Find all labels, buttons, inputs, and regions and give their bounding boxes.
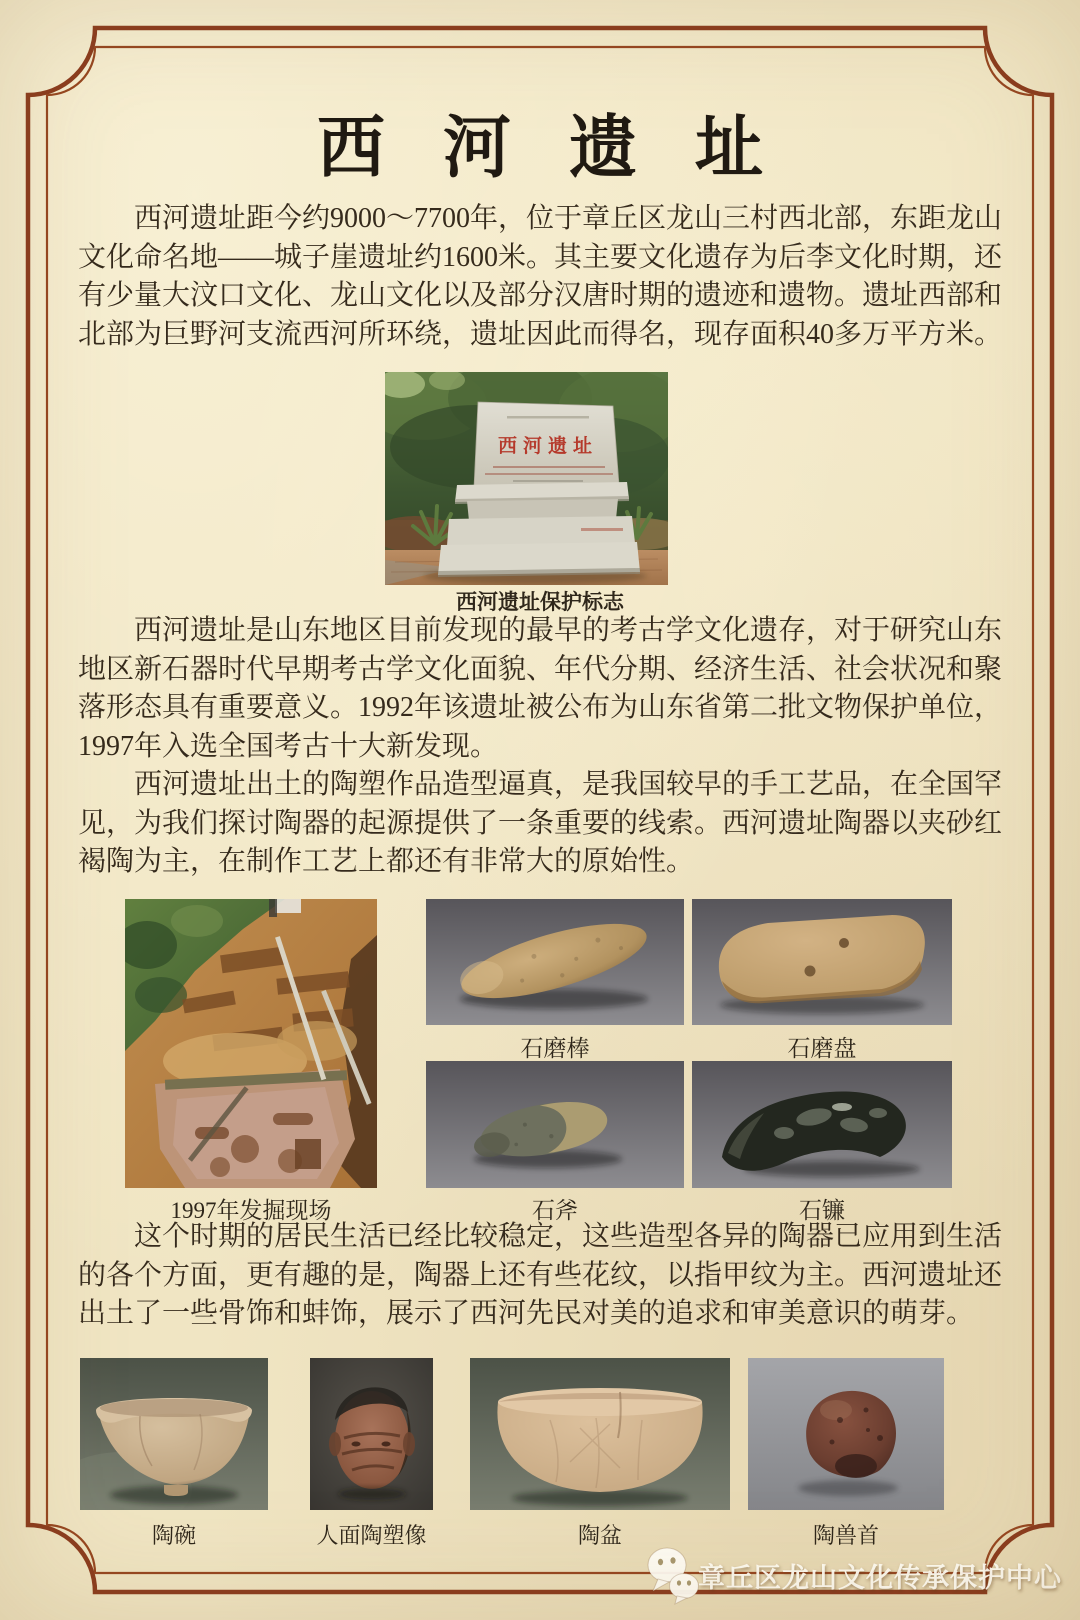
wechat-logo-icon (646, 1544, 702, 1606)
pottery-bowl-photo (80, 1358, 268, 1510)
page-title: 西河遗址 (316, 110, 821, 186)
pottery-caption-bowl: 陶碗 (151, 1523, 196, 1548)
paragraph-significance: 西河遗址是山东地区目前发现的最早的考古学文化遗存，对于研究山东地区新石器时代早期考古学文化面貌、年代分期、经济生活、社会状况和聚落形态具有重要意义。1992年该遗址被公布为山东省第二批文物保护单位，1997年入选全国考古十大新发现。 (78, 615, 1003, 762)
excavation-caption: 1997年发掘现场 (170, 1198, 332, 1223)
face-sculpture-photo (310, 1358, 433, 1510)
grinding-slab-photo (692, 899, 952, 1025)
stone-sickle-photo (692, 1061, 952, 1188)
grinding-rod-photo (426, 899, 684, 1025)
pottery-caption-face-sculpture: 人面陶塑像 (316, 1523, 427, 1548)
paragraph-daily-life: 这个时期的居民生活已经比较稳定，这些造型各异的陶器已应用到生活的各个方面，更有趣的是，陶器上还有些花纹，以指甲纹为主。西河遗址还出土了一些骨饰和蚌饰，展示了西河先民对美的追求和审美意识的萌芽。 (78, 1221, 1003, 1329)
monument-photo (385, 372, 668, 585)
tool-caption-stone-sickle: 石镰 (799, 1198, 845, 1223)
stone-axe-photo (426, 1061, 684, 1188)
monument-stone-inscription: 西河遗址 (497, 436, 599, 457)
paragraph-intro: 西河遗址距今约9000～7700年，位于章丘区龙山三村西北部，东距龙山文化命名地——城子崖遗址约1600米。其主要文化遗存为后李文化时期，还有少量大汶口文化、龙山文化以及部分汉唐时期的遗迹和遗物。遗址西部和北部为巨野河支流西河所环绕，遗址因此而得名，现存面积40多万平方米。 (78, 203, 1003, 350)
monument-caption: 西河遗址保护标志 (456, 590, 624, 614)
paragraph-pottery-art: 西河遗址出土的陶塑作品造型逼真，是我国较早的手工艺品，在全国罕见，为我们探讨陶器的起源提供了一条重要的线索。西河遗址陶器以夹砂红褐陶为主，在制作工艺上都还有非常大的原始性。 (78, 769, 1003, 877)
pottery-caption-basin: 陶盆 (577, 1523, 622, 1548)
pottery-basin-photo (470, 1358, 730, 1510)
tool-caption-grinding-slab: 石磨盘 (787, 1036, 857, 1061)
tool-caption-stone-axe: 石斧 (532, 1198, 578, 1223)
beast-head-photo (748, 1358, 944, 1510)
footer-watermark: 章丘区龙山文化传承保护中心 (698, 1563, 1062, 1593)
excavation-photo (125, 899, 377, 1188)
pottery-caption-beast-head: 陶兽首 (812, 1523, 879, 1548)
tool-caption-grinding-rod: 石磨棒 (520, 1036, 590, 1061)
